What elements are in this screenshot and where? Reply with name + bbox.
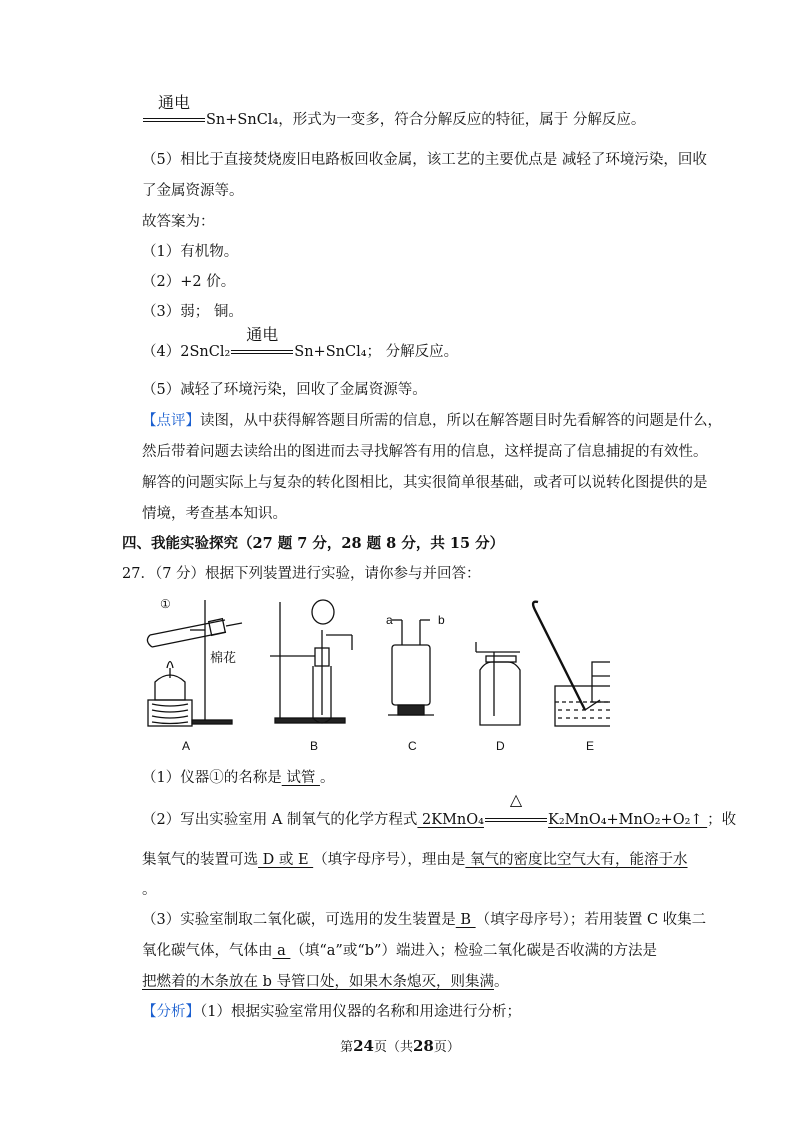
q3c-answer: 把燃着的木条放在 b 导管口处，如果木条熄灭，则集满	[142, 974, 494, 990]
review-line2: 然后带着问题去读给出的图进而去寻找解答有用的信息，这样提高了信息捕捉的有效性。	[142, 444, 708, 460]
q-1	[142, 768, 334, 788]
answer-4	[142, 325, 459, 362]
review-line4: 情境，考查基本知识。	[142, 506, 287, 522]
q1-answer: 试管	[281, 770, 320, 786]
q2-answer-right: K₂MnO₄+MnO₂+O₂↑	[547, 812, 708, 828]
reaction-condition	[484, 790, 548, 830]
apparatus-e	[533, 602, 610, 726]
label-d: D	[496, 739, 505, 753]
apparatus-d	[476, 642, 520, 725]
q2b-answer: D 或 E	[258, 852, 314, 868]
port-b-label: b	[438, 613, 445, 627]
q3b-prompt: 氧化碳气体，气体由	[142, 943, 273, 959]
answer-5-line1: （5）相比于直接焚烧废旧电路板回收金属，该工艺的主要优点是 减轻了环境污染，回收	[142, 152, 707, 168]
text-line: Sn+SnCl₄，形式为一变多，符合分解反应的特征，属于 分解反应。	[206, 112, 646, 128]
review-line3: 解答的问题实际上与复杂的转化图相比，其实很简单很基础，或者可以说转化图提供的是	[142, 475, 708, 491]
review-line1	[142, 411, 722, 431]
q-3b	[142, 941, 657, 961]
label-b: B	[310, 739, 319, 753]
analysis-text: （1）根据实验室常用仪器的名称和用途进行分析；	[200, 1004, 521, 1020]
q-3	[142, 910, 706, 930]
cotton-label: 棉花	[210, 650, 237, 665]
q-2c: 。	[142, 882, 157, 898]
review-tag: 【点评】	[142, 413, 200, 429]
equation-left: （4）2SnCl₂	[142, 344, 231, 360]
answer-5-line2: 了金属资源等。	[142, 183, 244, 199]
footer-mid: 页（共	[373, 1040, 413, 1055]
analysis-line	[142, 1002, 521, 1022]
q2-prompt: （2）写出实验室用 A 制氧气的化学方程式	[142, 812, 418, 828]
condition-label: 通电	[157, 93, 190, 112]
review-text: 读图，从中获得解答题目所需的信息，所以在解答题目时先看解答的问题是什么，	[200, 413, 722, 429]
q2b-reason: 氧气的密度比空气大有，能溶于水	[465, 852, 688, 868]
apparatus-b	[270, 600, 352, 723]
q3c-end: 。	[494, 974, 509, 990]
condition-label: 通电	[246, 325, 279, 344]
label-c: C	[408, 739, 417, 753]
apparatus-figure	[130, 590, 610, 760]
page-footer	[0, 1036, 800, 1055]
q3-mid: （填字母序号）；若用装置 C 收集二	[475, 912, 707, 928]
q1-prompt: （1）仪器①的名称是	[142, 770, 282, 786]
label-e: E	[586, 739, 595, 753]
section-heading: 四、我能实验探究（27 题 7 分，28 题 8 分，共 15 分）	[122, 535, 505, 552]
footer-suffix: 页）	[433, 1040, 460, 1055]
footer-prefix: 第	[340, 1040, 354, 1055]
label-a: A	[182, 739, 191, 753]
q1-end: 。	[319, 770, 335, 786]
q3b-answer: a	[272, 943, 291, 959]
analysis-tag: 【分析】	[142, 1004, 200, 1020]
apparatus-c	[388, 620, 434, 715]
question-27: 27．（7 分）根据下列装置进行实验，请你参与并回答：	[122, 566, 481, 582]
reaction-condition	[230, 325, 294, 362]
q2-answer-left: 2KMnO₄	[417, 812, 484, 828]
answer-5: （5）减轻了环境污染，回收了金属资源等。	[142, 382, 427, 398]
q3-prompt: （3）实验室制取二氧化碳，可选用的发生装置是	[142, 912, 456, 928]
q-2	[142, 790, 737, 830]
circled-one-label: ①	[160, 597, 171, 611]
q3-answer: B	[455, 912, 476, 928]
page-total: 28	[413, 1037, 434, 1055]
q-2b	[142, 850, 688, 870]
answers-heading: 故答案为：	[142, 214, 215, 230]
equation-continuation-line	[142, 93, 646, 130]
port-a-label: a	[386, 613, 393, 627]
answer-3: （3）弱； 铜。	[142, 304, 243, 320]
equation-right: Sn+SnCl₄； 分解反应。	[294, 344, 459, 360]
heat-symbol: △	[509, 790, 523, 809]
page-number: 24	[353, 1037, 374, 1055]
answer-1: （1）有机物。	[142, 244, 239, 260]
q2b-mid: （填字母序号），理由是	[313, 852, 466, 868]
answer-2: （2）+2 价。	[142, 274, 236, 290]
q3b-mid: （填“a”或“b”）端进入；检验二氧化碳是否收满的方法是	[290, 943, 657, 959]
reaction-condition	[142, 93, 206, 130]
q2b-prompt: 集氧气的装置可选	[142, 852, 258, 868]
q2-end: ；收	[707, 812, 737, 828]
q-3c	[142, 972, 509, 992]
